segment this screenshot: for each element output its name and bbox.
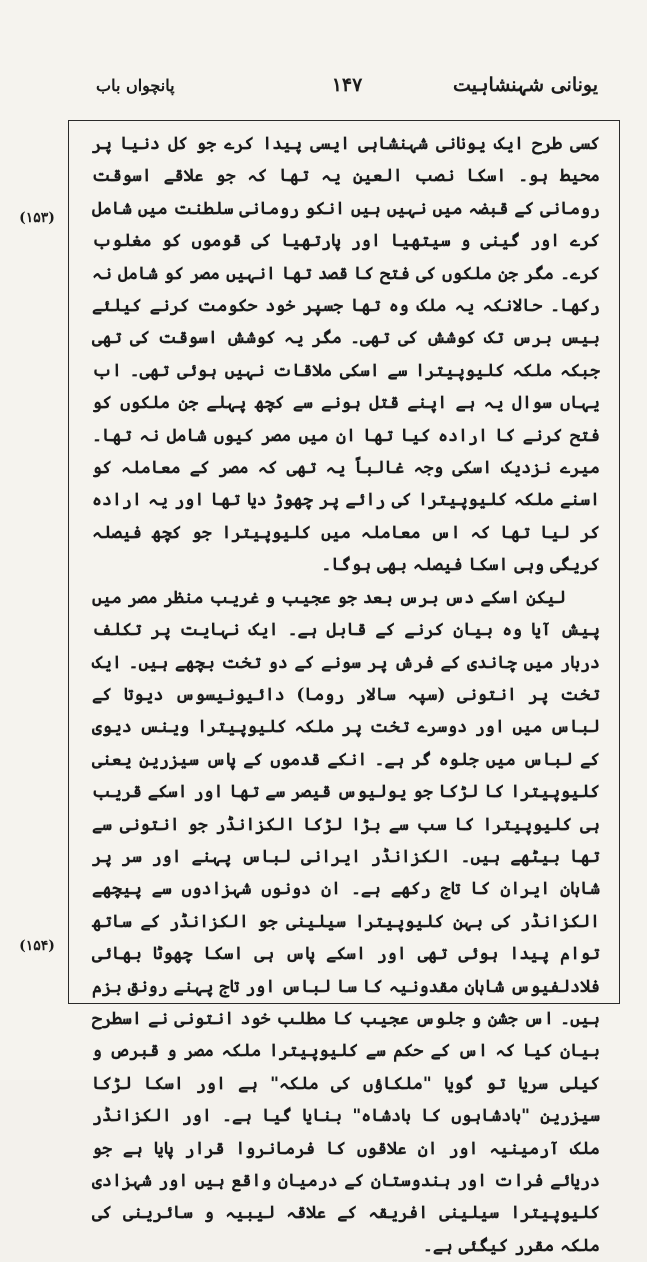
margin-note: (۱۵۳) [19, 210, 55, 226]
page-header [96, 74, 598, 106]
book-title: یونانی شہنشاہیت [453, 74, 598, 96]
chapter-label: پانچواں باب [96, 76, 175, 95]
page-number: ۱۴۷ [331, 74, 363, 96]
paragraph: لیکن اسکے دس برس بعد جو عجیب و غریب منظر مصر میں پیش آیا وہ بیان کرنے کے قابل ہے۔ ایک نہایت پر تکلف دربار میں چاندی کے فرش پر سونے کے دو تخت بچھے ہیں۔ ایک تخت پر انتونی (سپہ سالار روما) دائیونیسوس دیوتا کے لباس میں اور دوسرے تخت پر ملکہ کلیوپیترا وینس دیوی کے لباس میں جلوہ گر ہے۔ انکے قدموں کے پاس سیزرین یعنی کلیوپیترا کا لڑکا جو یولیوس قیصر سے تھا اور اسکے قریب ہی کلیوپیترا کا سب سے بڑا لڑکا الکزانڈر جو انتونی سے تھا بیٹھے ہیں۔ الکزانڈر ایرانی لباس پہنے اور سر پر شاہان ایران کا تاج رکھے ہے۔ ان دونوں شہزادوں سے پیچھے الکزانڈر کی بہن کلیوپیترا سیلینی جو الکزانڈر کے ساتھ توام پیدا ہوئی تھی اور اسکے پاس ہی اسکا چھوٹا بھائی فلادلفیوس شاہان مقدونیہ کا سا لباس اور تاج پہنے رونق بزم ہیں۔ اس جشن و جلوس عجیب کا مطلب خود انتونی نے اسطرح بیان کیا کہ اس کے حکم سے کلیوپیترا ملکہ مصر و قبرص و کیلی سریا تو گویا "ملکاؤں کی ملکہ" ہے اور اسکا لڑکا سیزرین "بادشاہوں کا بادشاہ" بنایا گیا ہے۔ اور الکزانڈر ملک آرمینیہ اور ان علاقوں کا فرمانروا قرار پایا ہے جو دریائے فرات اور ہندوستان کے درمیان واقع ہیں اور شہزادی کلیوپیترا سیلینی افریقہ کے علاقہ لیبیہ و سائرینی کی ملکہ مقرر کیگئی ہے۔ [92, 587, 601, 1256]
paragraph: کسی طرح ایک یونانی شہنشاہی ایسی پیدا کرے جو کل دنیا پر محیط ہو۔ اسکا نصب العین یہ تھا کہ جو علاقے اسوقت رومانی کے قبضہ میں نہیں ہیں انکو رومانی سلطنت میں شامل کرے اور گینی و سیتھیا اور پارتھیا کی قوموں کو مغلوب کرے۔ مگر جن ملکوں کی فتح کا قصد تھا انہیں مصر کو شامل نہ رکھا۔ حالانکہ یہ ملک وہ تھا جسپر خود حکومت کرنے کیلئے بیس برس تک کوشش کی تھی۔ مگر یہ کوشش اسوقت کی تھی جبکہ ملکہ کلیوپیترا سے اسکی ملاقات نہیں ہوئی تھی۔ اب یہاں سوال یہ ہے اپنے قتل ہونے سے کچھ پہلے جن ملکوں کو فتح کرنے کا ارادہ کیا تھا ان میں مصر کیوں شامل نہ تھا۔ میرے نزدیک اسکی وجہ غالباً یہ تھی کہ مصر کے معاملہ کو اسنے ملکہ کلیوپیترا کی رائے پر چھوڑ دیا تھا اور یہ ارادہ کر لیا تھا کہ اس معاملہ میں کلیوپیترا جو کچھ فیصلہ کریگی وہی اسکا فیصلہ بھی ہوگا۔ [92, 134, 600, 576]
margin-note: (۱۵۴) [19, 938, 55, 954]
body-text [92, 128, 601, 1256]
